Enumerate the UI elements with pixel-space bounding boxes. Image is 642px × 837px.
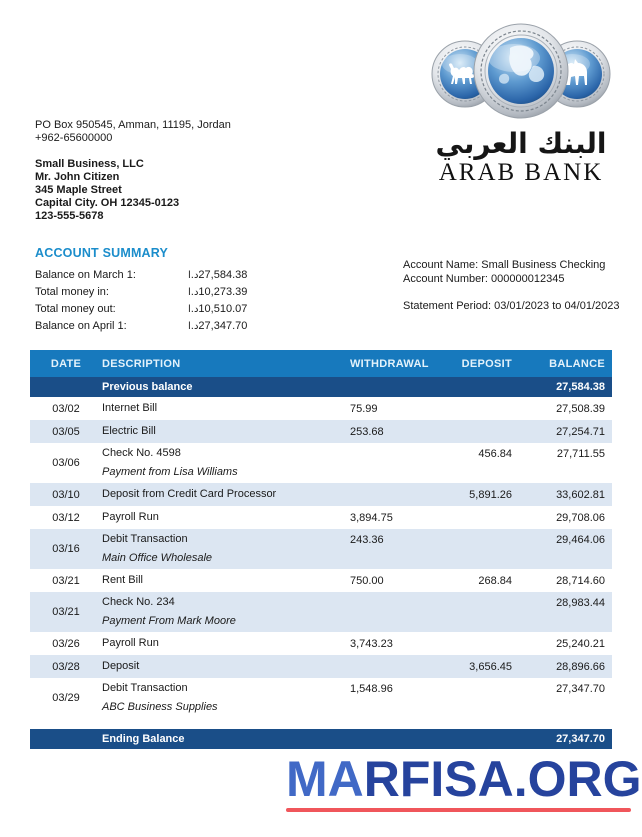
summary-value: 10,510.07 (198, 303, 248, 315)
customer-phone: 123-555-5678 (35, 210, 104, 222)
bank-phone: +962-65600000 (35, 132, 113, 144)
description-note: Payment From Mark Moore (102, 615, 236, 627)
transaction-withdrawal: 253.68 (350, 425, 384, 438)
transaction-description (102, 488, 350, 501)
account-summary-list (35, 267, 247, 335)
transaction-withdrawal (350, 596, 442, 597)
previous-balance-value: 27,584.38 (556, 381, 605, 393)
transaction-date: 03/02 (52, 402, 80, 415)
transaction-deposit (442, 596, 512, 597)
transaction-date: 03/21 (52, 574, 80, 587)
transaction-balance: 29,464.06 (556, 534, 605, 546)
ending-balance-label: Ending Balance (102, 733, 185, 745)
transaction-date: 03/06 (52, 457, 80, 469)
transaction-balance: 29,708.06 (556, 511, 605, 524)
marfisa-wordmark (286, 752, 642, 806)
table-row (30, 592, 612, 632)
transaction-withdrawal: 3,894.75 (350, 511, 393, 524)
customer-name: Small Business, LLC (35, 158, 144, 170)
previous-balance-label: Previous balance (102, 381, 193, 393)
marfisa-watermark (286, 752, 642, 812)
bank-name-english: ARAB BANK (438, 159, 604, 186)
description-note: Payment from Lisa Williams (102, 466, 238, 478)
transaction-description (102, 533, 350, 565)
bank-name-arabic: البنك العربي (435, 127, 607, 160)
transaction-withdrawal: 3,743.23 (350, 637, 393, 650)
currency-symbol: د.ا (188, 304, 199, 315)
transaction-balance: 33,602.81 (556, 488, 605, 501)
transaction-description (102, 402, 350, 415)
transaction-rows (30, 397, 612, 718)
transaction-date: 03/10 (52, 488, 80, 501)
transaction-description (102, 660, 350, 673)
description-main: Deposit (102, 660, 140, 672)
column-header-withdrawal: WITHDRAWAL (350, 357, 429, 370)
transaction-description (102, 447, 350, 479)
summary-label: Total money out: (35, 303, 116, 315)
transaction-date: 03/28 (52, 660, 80, 673)
transaction-description (102, 574, 350, 587)
globe-medallion-icon (474, 24, 568, 118)
transaction-deposit: 456.84 (478, 448, 512, 460)
transaction-deposit (442, 682, 512, 683)
table-row (30, 569, 612, 592)
transaction-balance: 27,711.55 (556, 448, 605, 460)
transaction-date: 03/12 (52, 511, 80, 524)
transaction-date: 03/26 (52, 637, 80, 650)
transaction-date: 03/16 (52, 543, 80, 555)
transaction-balance: 28,896.66 (556, 660, 605, 673)
summary-label: Total money in: (35, 286, 109, 298)
marfisa-wordmark-dark: RFISA.ORG (363, 751, 642, 807)
currency-symbol: د.ا (188, 270, 199, 281)
summary-value: 27,347.70 (198, 320, 248, 332)
column-header-balance: BALANCE (549, 357, 605, 370)
description-main: Payroll Run (102, 511, 159, 523)
transaction-balance: 28,983.44 (556, 597, 605, 609)
summary-row (35, 301, 247, 318)
marfisa-wordmark-light: MA (286, 751, 364, 807)
account-summary-heading: ACCOUNT SUMMARY (35, 246, 169, 260)
table-row (30, 506, 612, 529)
statement-period: Statement Period: 03/01/2023 to 04/01/2023 (403, 300, 620, 312)
transaction-withdrawal: 750.00 (350, 574, 384, 587)
transaction-deposit: 5,891.26 (469, 488, 512, 501)
description-main: Debit Transaction (102, 533, 188, 545)
account-info-block (403, 258, 620, 313)
column-header-deposit: DEPOSIT (461, 357, 512, 370)
transaction-description (102, 596, 350, 628)
ending-balance-row (30, 729, 612, 749)
transaction-description (102, 682, 350, 714)
transaction-withdrawal: 75.99 (350, 402, 378, 415)
description-main: Debit Transaction (102, 682, 188, 694)
transaction-description (102, 637, 350, 650)
transaction-balance: 27,254.71 (556, 425, 605, 438)
table-row (30, 655, 612, 678)
customer-contact: Mr. John Citizen (35, 171, 120, 183)
description-main: Electric Bill (102, 425, 156, 437)
transaction-deposit (442, 533, 512, 534)
transaction-description (102, 425, 350, 438)
table-row (30, 420, 612, 443)
table-row (30, 483, 612, 506)
customer-street: 345 Maple Street (35, 184, 122, 196)
marfisa-underline (286, 808, 631, 812)
transaction-balance: 25,240.21 (556, 637, 605, 650)
summary-row (35, 267, 247, 284)
description-main: Payroll Run (102, 637, 159, 649)
bank-medallions-icon (418, 22, 624, 122)
description-main: Internet Bill (102, 402, 158, 414)
transaction-deposit: 3,656.45 (469, 660, 512, 673)
table-row (30, 397, 612, 420)
transaction-balance: 27,508.39 (556, 402, 605, 415)
transaction-withdrawal: 1,548.96 (350, 683, 393, 695)
customer-city: Capital City. OH 12345-0123 (35, 197, 180, 209)
previous-balance-row (30, 377, 612, 397)
table-row (30, 529, 612, 569)
summary-row (35, 284, 247, 301)
table-row (30, 678, 612, 718)
description-note: Main Office Wholesale (102, 552, 213, 564)
bank-address: PO Box 950545, Amman, 11195, Jordan (35, 119, 231, 131)
table-row (30, 443, 612, 483)
description-main: Check No. 234 (102, 596, 175, 608)
transaction-date: 03/29 (52, 692, 80, 704)
currency-symbol: د.ا (188, 287, 199, 298)
summary-label: Balance on March 1: (35, 269, 136, 281)
transactions-table (30, 350, 612, 749)
transaction-balance: 27,347.70 (556, 683, 605, 695)
transaction-withdrawal (350, 447, 442, 448)
summary-value: 10,273.39 (198, 286, 248, 298)
description-main: Deposit from Credit Card Processor (102, 488, 277, 500)
description-note: ABC Business Supplies (102, 701, 218, 713)
transaction-description (102, 511, 350, 524)
ending-balance-value: 27,347.70 (556, 733, 605, 745)
column-header-date: DATE (50, 357, 82, 370)
description-main: Check No. 4598 (102, 447, 181, 459)
address-block (35, 119, 231, 223)
transaction-balance: 28,714.60 (556, 574, 605, 587)
summary-value: 27,584.38 (198, 269, 248, 281)
transaction-date: 03/05 (52, 425, 80, 438)
table-header-row (30, 350, 612, 377)
summary-row (35, 318, 247, 335)
table-row (30, 632, 612, 655)
summary-label: Balance on April 1: (35, 320, 127, 332)
account-number: Account Number: 000000012345 (403, 273, 565, 285)
description-main: Rent Bill (102, 574, 143, 586)
transaction-withdrawal: 243.36 (350, 534, 384, 546)
transaction-date: 03/21 (52, 606, 80, 618)
transaction-deposit: 268.84 (478, 574, 512, 587)
currency-symbol: د.ا (188, 321, 199, 332)
column-header-description: DESCRIPTION (102, 357, 181, 370)
account-name: Account Name: Small Business Checking (403, 259, 606, 271)
table-gap (30, 718, 612, 729)
arab-bank-logo (418, 22, 624, 186)
